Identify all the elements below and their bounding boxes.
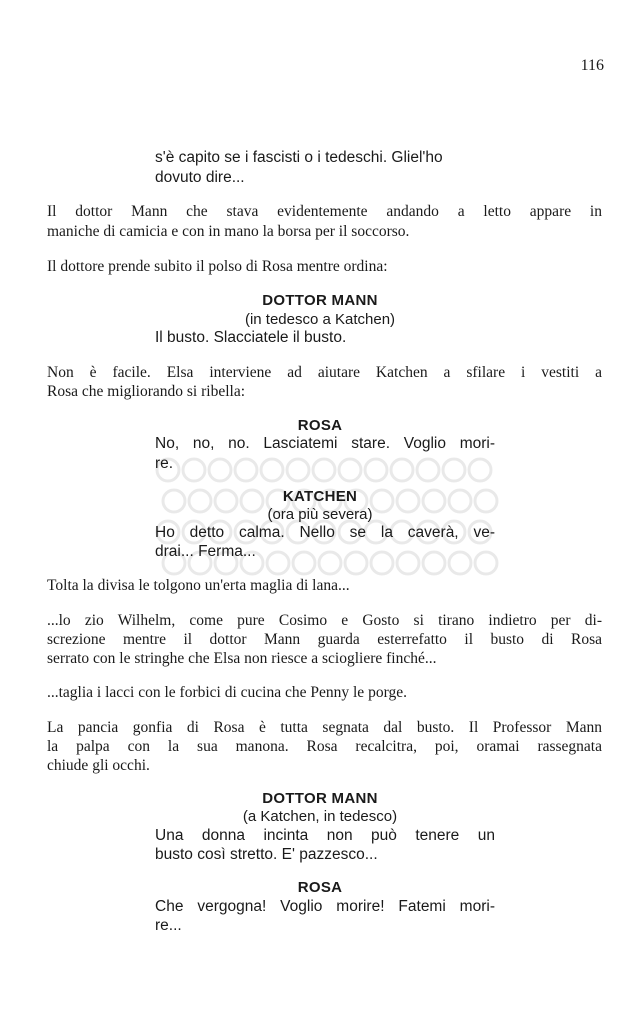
action-line: la palpa con la sua manona. Rosa recalcitra, poi, oramai rassegnata xyxy=(47,738,602,755)
dialogue-line: Che vergogna! Voglio morire! Fatemi mori- xyxy=(155,898,495,915)
dialogue-line: s'è capito se i fascisti o i tedeschi. Gliel'ho xyxy=(155,149,443,166)
dialogue-line: re. xyxy=(155,455,174,472)
page-number: 116 xyxy=(580,57,604,74)
dialogue-line: No, no, no. Lasciatemi stare. Voglio mori- xyxy=(155,435,495,452)
dialogue-line: Una donna incinta non può tenere un xyxy=(155,827,495,844)
speaker-name: ROSA xyxy=(297,417,343,434)
speaker-name: DOTTOR MANN xyxy=(262,292,378,309)
action-line: Rosa che migliorando si ribella: xyxy=(47,383,246,400)
action-line: Non è facile. Elsa interviene ad aiutare Katchen a sfilare i vestiti a xyxy=(47,364,602,381)
speaker-name: KATCHEN xyxy=(282,488,358,505)
speaker-name: ROSA xyxy=(297,879,343,896)
parenthetical: (ora più severa) xyxy=(267,506,373,523)
action-line: screzione mentre il dottor Mann guarda esterrefatto il busto di Rosa xyxy=(47,631,602,648)
action-line: ...taglia i lacci con le forbici di cucina che Penny le porge. xyxy=(47,684,407,701)
speaker-name: DOTTOR MANN xyxy=(262,790,378,807)
dialogue-line: busto così stretto. E' pazzesco... xyxy=(155,846,378,863)
dialogue-line: Ho detto calma. Nello se la caverà, ve- xyxy=(155,524,495,541)
dialogue-line: Il busto. Slacciatele il busto. xyxy=(155,329,347,346)
action-line: ...lo zio Wilhelm, come pure Cosimo e Gosto si tirano indietro per di- xyxy=(47,612,602,629)
dialogue-line: dovuto dire... xyxy=(155,169,245,186)
parenthetical: (in tedesco a Katchen) xyxy=(244,311,396,328)
action-line: Il dottor Mann che stava evidentemente andando a letto appare in xyxy=(47,203,602,220)
action-line: maniche di camicia e con in mano la borsa per il soccorso. xyxy=(47,223,410,240)
parenthetical: (a Katchen, in tedesco) xyxy=(242,808,398,825)
action-line: Tolta la divisa le tolgono un'erta maglia di lana... xyxy=(47,577,350,594)
dialogue-line: re... xyxy=(155,917,182,934)
action-line: Il dottore prende subito il polso di Rosa mentre ordina: xyxy=(47,258,388,275)
action-line: serrato con le stringhe che Elsa non riesce a sciogliere finché... xyxy=(47,650,437,667)
action-line: chiude gli occhi. xyxy=(47,757,150,774)
dialogue-line: drai... Ferma... xyxy=(155,543,256,560)
action-line: La pancia gonfia di Rosa è tutta segnata dal busto. Il Professor Mann xyxy=(47,719,602,736)
